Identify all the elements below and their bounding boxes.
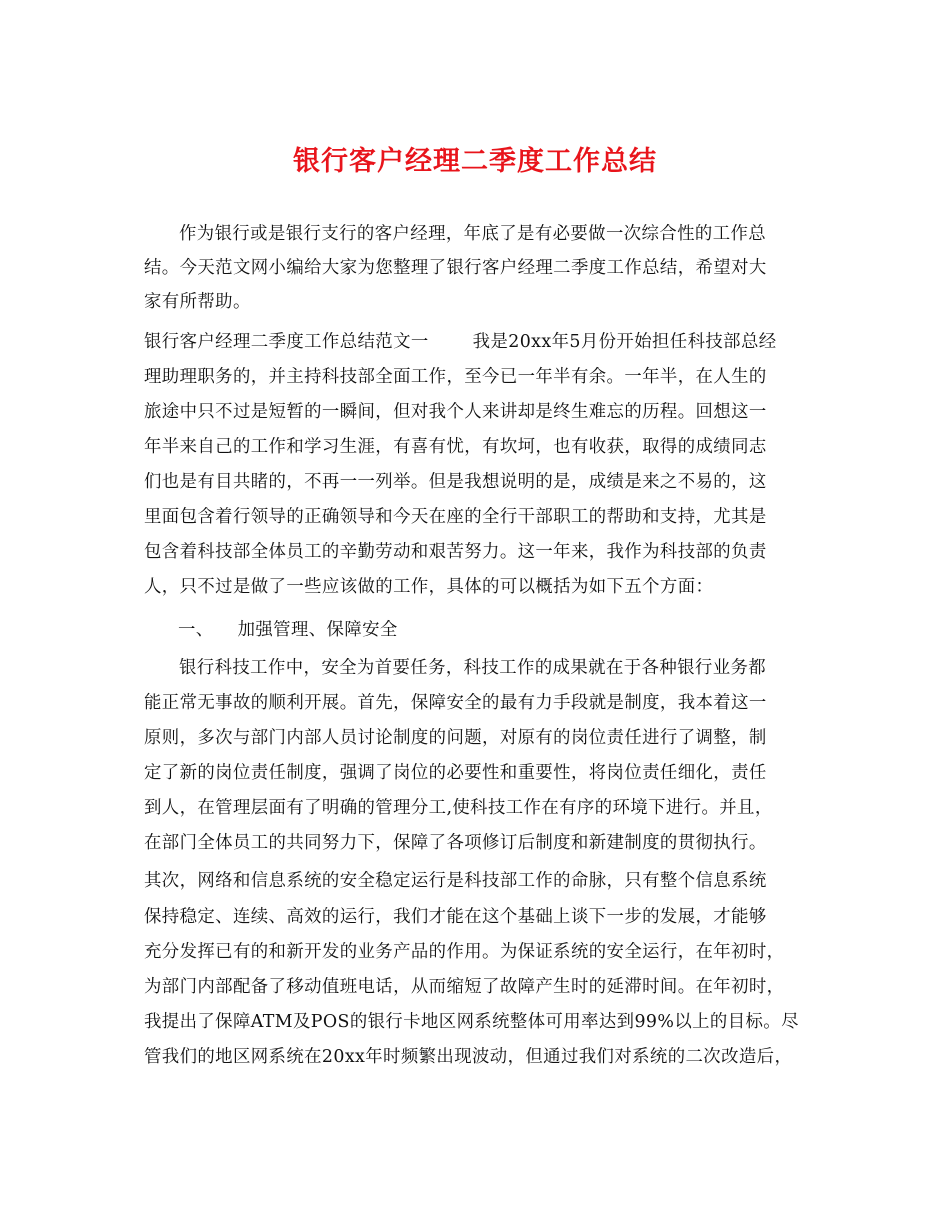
body-line: 人，只不过是做了一些应该做的工作，具体的可以概括为如下五个方面： [144,577,714,597]
section-heading: 银行客户经理二季度工作总结范文一 [144,332,429,352]
numbered-item-heading [178,614,398,646]
intro-line: 结。今天范文网小编给大家为您整理了银行客户经理二季度工作总结，希望对大 [144,258,767,278]
body-line: 里面包含着行领导的正确领导和今天在座的全行干部职工的帮助和支持，尤其是 [144,507,767,527]
item-line: 定了新的岗位责任制度，强调了岗位的必要性和重要性，将岗位责任细化，责任 [144,763,767,783]
body-line: 们也是有目共睹的，不再一一列举。但是我想说明的是，成绩是来之不易的，这 [144,472,767,492]
item-line: 保持稳定、连续、高效的运行，我们才能在这个基础上谈下一步的发展，才能够 [144,907,767,927]
item-line: 充分发挥已有的和新开发的业务产品的作用。为保证系统的安全运行，在年初时， [144,942,785,962]
item-line: 我提出了保障ATM及POS的银行卡地区网系统整体可用率达到99%以上的目标。尽 [144,1012,799,1032]
intro-line: 作为银行或是银行支行的客户经理，年底了是有必要做一次综合性的工作总 [179,224,767,244]
item-line: 到人，在管理层面有了明确的管理分工,使科技工作在有序的环境下进行。并且， [144,798,773,818]
item-line: 能正常无事故的顺利开展。首先，保障安全的最有力手段就是制度，我本着这一 [144,693,767,713]
item-line: 管我们的地区网系统在20xx年时频繁出现波动，但通过我们对系统的二次改造后， [144,1047,793,1067]
body-line: 年半来自己的工作和学习生涯，有喜有忧，有坎坷，也有收获，取得的成绩同志 [144,437,767,457]
intro-line: 家有所帮助。 [144,292,251,312]
body-line: 旅途中只不过是短暂的一瞬间，但对我个人来讲却是终生难忘的历程。回想这一 [144,402,767,422]
item-title: 加强管理、保障安全 [237,620,398,640]
document-title: 银行客户经理二季度工作总结 [293,146,657,177]
item-line: 在部门全体员工的共同努力下，保障了各项修订后制度和新建制度的贯彻执行。 [144,833,767,853]
item-line: 其次，网络和信息系统的安全稳定运行是科技部工作的命脉，只有整个信息系统 [144,871,767,891]
item-line: 为部门内部配备了移动值班电话，从而缩短了故障产生时的延滞时间。在年初时， [144,977,785,997]
section-heading-line [144,326,777,358]
section-first-line: 我是20xx年5月份开始担任科技部总经 [472,332,777,352]
body-line: 理助理职务的，并主持科技部全面工作，至今已一年半有余。一年半，在人生的 [144,367,767,387]
item-line: 原则，多次与部门内部人员讨论制度的问题，对原有的岗位责任进行了调整，制 [144,728,767,748]
item-number: 一、 [178,620,214,640]
body-line: 包含着科技部全体员工的辛勤劳动和艰苦努力。这一年来，我作为科技部的负责 [144,542,767,562]
item-line: 银行科技工作中，安全为首要任务，科技工作的成果就在于各种银行业务都 [179,658,767,678]
